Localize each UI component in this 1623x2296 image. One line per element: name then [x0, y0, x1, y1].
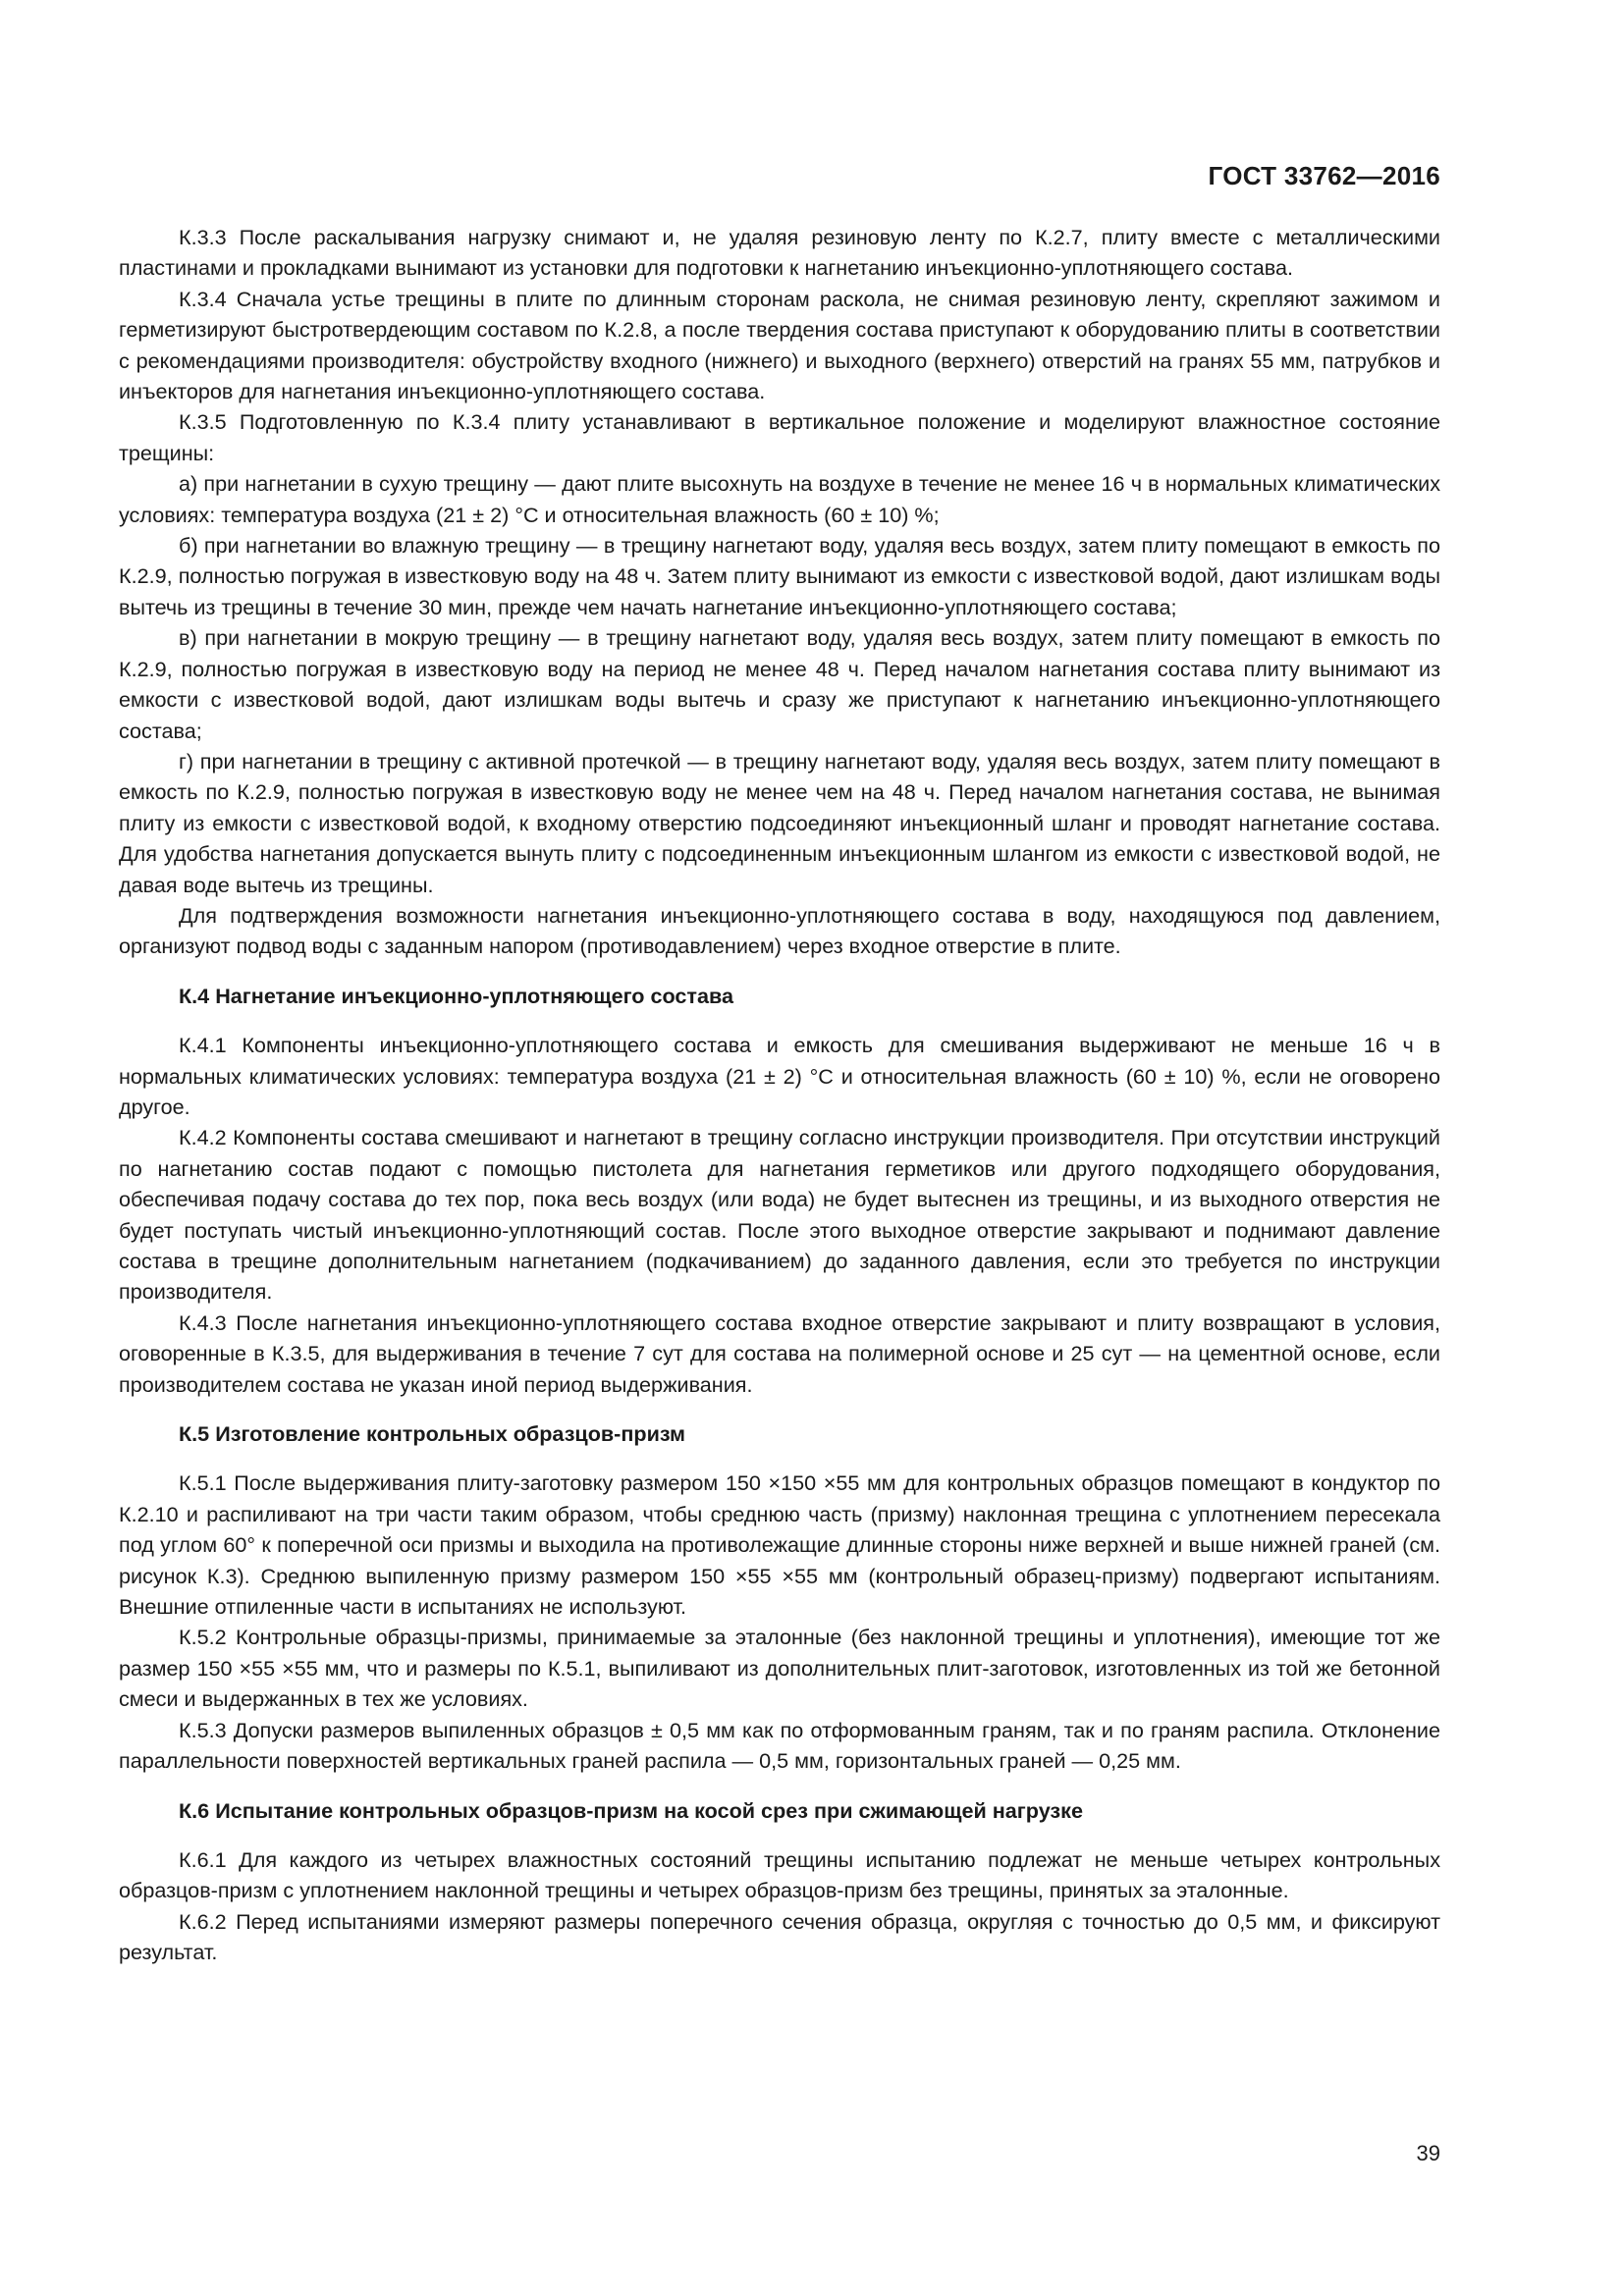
paragraph: К.3.3 После раскалывания нагрузку снимают и, не удаляя резиновую ленту по К.2.7, плиту вместе с металлическими пластинами и прокладками вынимают из установки для подготовки к нагнетанию инъекционно-уплотняющего состава.: [119, 225, 1440, 281]
paragraph: К.6.2 Перед испытаниями измеряют размеры поперечного сечения образца, округляя с точностью до 0,5 мм, и фиксируют результат.: [119, 1908, 1440, 1965]
paragraph: К.5.3 Допуски размеров выпиленных образцов ± 0,5 мм как по отформованным граням, так и по граням распила. Отклонение параллельности поверхностей вертикальных граней распила — 0,5 мм, горизонтальных граней — 0,25 мм.: [119, 1717, 1440, 1774]
list-item: б) при нагнетании во влажную трещину — в трещину нагнетают воду, удаляя весь воздух, затем плиту помещают в емкость по К.2.9, полностью погружая в известковую воду на 48 ч. Затем плиту вынимают из емкости с известковой водой, дают излишкам воды вытечь из трещины в течение 30 мин, прежде чем начать нагнетание инъекционно-уплотняющего состава;: [119, 533, 1440, 619]
list-item: г) при нагнетании в трещину с активной протечкой — в трещину нагнетают воду, удаляя весь воздух, затем плиту помещают в емкость по К.2.9, полностью погружая в известковую воду не менее чем на 48 ч. Перед началом нагнетания состава, не вынимая плиту из емкости с известковой водой, к входному отверстию подсоединяют инъекционный шланг и проводят нагнетание состава. Для удобства нагнетания допускается вынуть плиту с подсоединенным инъекционным шлангом из емкости с известковой водой, не давая воде вытечь из трещины.: [119, 748, 1440, 897]
paragraph: К.4.2 Компоненты состава смешивают и нагнетают в трещину согласно инструкции производителя. При отсутствии инструкций по нагнетанию состав подают с помощью пистолета для нагнетания герметиков или другого подходящего оборудования, обеспечивая подачу состава до тех пор, пока весь воздух (или вода) не будет вытеснен из трещины, и из выходного отверстия не будет поступать чистый инъекционно-уплотняющий состав. После этого выходное отверстие закрывают и поднимают давление состава в трещине дополнительным нагнетанием (подкачиванием) до заданного давления, если это требуется по инструкции производителя.: [119, 1125, 1440, 1305]
document-body: [119, 222, 1440, 1968]
section-heading: К.5 Изготовление контрольных образцов-призм: [179, 1421, 686, 1447]
section-k6: [119, 1795, 1440, 1968]
section-heading: К.4 Нагнетание инъекционно-уплотняющего состава: [179, 983, 733, 1008]
paragraph: Для подтверждения возможности нагнетания инъекционно-уплотняющего состава в воду, находящуюся под давлением, организуют подвод воды с заданным напором (противодавлением) через входное отверстие в плите.: [119, 902, 1440, 959]
list-item: в) при нагнетании в мокрую трещину — в трещину нагнетают воду, удаляя весь воздух, затем плиту помещают в емкость по К.2.9, полностью погружая в известковую воду на период не менее 48 ч. Перед началом нагнетания состава плиту вынимают из емкости с известковой водой, дают излишкам воды вытечь и сразу же приступают к нагнетанию инъекционно-уплотняющего состава;: [119, 625, 1440, 743]
paragraph: К.3.4 Сначала устье трещины в плите по длинным сторонам раскола, не снимая резиновую ленту, скрепляют зажимом и герметизируют быстротвердеющим составом по К.2.8, а после твердения состава приступают к оборудованию плиты в соответствии с рекомендациями производителя: обустройству входного (нижнего) и выходного (верхнего) отверстий на гранях 55 мм, патрубков и инъекторов для нагнетания инъекционно-уплотняющего состава.: [119, 286, 1440, 404]
paragraph: К.6.1 Для каждого из четырех влажностных состояний трещины испытанию подлежат не меньше четырех контрольных образцов-призм с уплотнением наклонной трещины и четырех образцов-призм без трещины, принятых за эталонные.: [119, 1846, 1440, 1903]
paragraph: К.5.1 После выдерживания плиту-заготовку размером 150 ×150 ×55 мм для контрольных образцов помещают в кондуктор по К.2.10 и распиливают на три части таким образом, чтобы среднюю часть (призму) наклонная трещина с уплотнением пересекала под углом 60° к поперечной оси призмы и выходила на противолежащие длинные стороны ниже верхней и выше нижней граней (см. рисунок К.3). Среднюю выпиленную призму размером 150 ×55 ×55 мм (контрольный образец-призму) подвергают испытаниям. Внешние отпиленные части в испытаниях не используют.: [119, 1470, 1440, 1620]
paragraph: К.3.5 Подготовленную по К.3.4 плиту устанавливают в вертикальное положение и моделируют влажностное состояние трещины:: [119, 409, 1440, 465]
page-number: 39: [1416, 2141, 1440, 2165]
paragraph: К.5.2 Контрольные образцы-призмы, принимаемые за эталонные (без наклонной трещины и уплотнения), имеющие тот же размер 150 ×55 ×55 мм, что и размеры по К.5.1, выпиливают из дополнительных плит-заготовок, изготовленных из той же бетонной смеси и выдержанных в тех же условиях.: [119, 1625, 1440, 1712]
document-code: ГОСТ 33762—2016: [1208, 161, 1440, 190]
section-k4: [119, 981, 1440, 1400]
list-item: а) при нагнетании в сухую трещину — дают плите высохнуть на воздухе в течение не менее 16 ч в нормальных климатических условиях: температура воздуха (21 ± 2) °С и относительная влажность (60 ± 10) %;: [119, 471, 1440, 527]
paragraph: К.4.3 После нагнетания инъекционно-уплотняющего состава входное отверстие закрывают и плиту возвращают в условия, оговоренные в К.3.5, для выдерживания в течение 7 сут для состава на полимерной основе и 25 сут — на цементной основе, если производителем состава не указан иной период выдерживания.: [119, 1309, 1440, 1397]
paragraph: К.4.1 Компоненты инъекционно-уплотняющего состава и емкость для смешивания выдерживают не меньше 16 ч в нормальных климатических условиях: температура воздуха (21 ± 2) °С и относительная влажность (60 ± 10) %, если не оговорено другое.: [119, 1033, 1440, 1119]
section-heading: К.6 Испытание контрольных образцов-призм на косой срез при сжимающей нагрузке: [179, 1797, 1083, 1823]
section-k3-continuation: [119, 222, 1440, 962]
section-k5: [119, 1418, 1440, 1776]
